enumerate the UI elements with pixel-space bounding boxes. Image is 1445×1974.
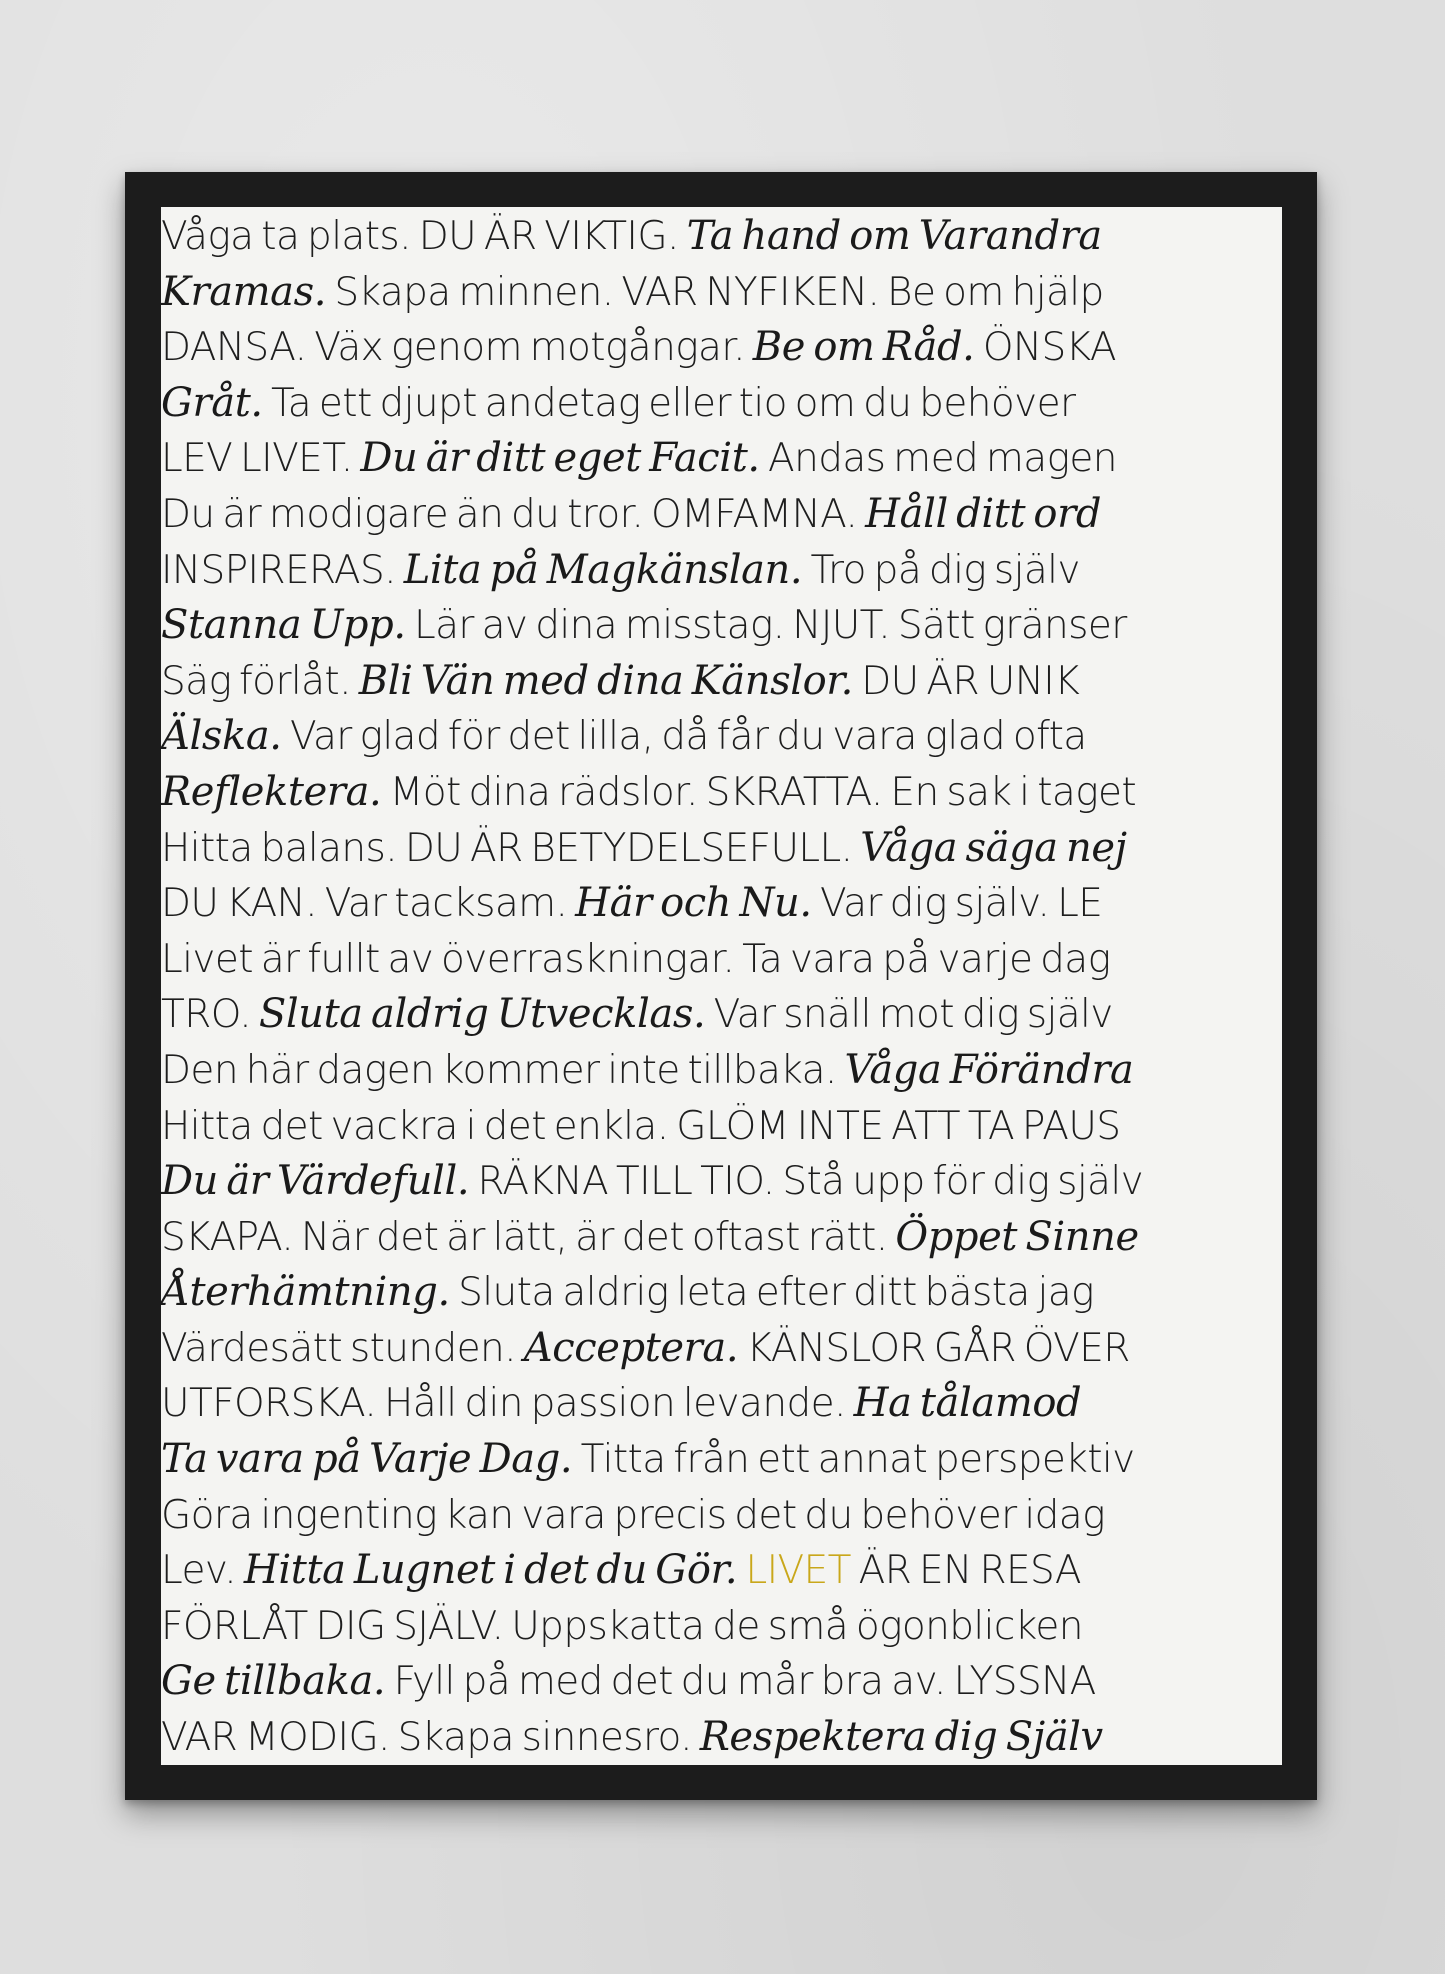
- poster-line: [161, 1376, 1282, 1432]
- printed-phrase: Livet är fullt av överraskningar. Ta vara på varje dag: [161, 936, 1111, 982]
- printed-phrase: DU KAN. Var tacksam.: [161, 881, 576, 927]
- printed-phrase: Var dig själv. LE: [820, 881, 1103, 927]
- printed-phrase: ÄR EN RESA: [850, 1548, 1081, 1594]
- poster-line: [161, 932, 1282, 988]
- printed-phrase: UTFORSKA. Håll din passion levande.: [161, 1381, 854, 1427]
- handwritten-phrase: Reflektera.: [161, 768, 390, 815]
- poster-line: [161, 1154, 1282, 1210]
- poster-line: [161, 265, 1282, 321]
- poster-line: [161, 1654, 1282, 1710]
- picture-frame: [125, 172, 1317, 1800]
- handwritten-phrase: Våga säga nej: [860, 824, 1127, 871]
- poster-line: [161, 1710, 1282, 1765]
- handwritten-phrase: Hitta Lugnet i det du Gör.: [243, 1547, 746, 1594]
- printed-phrase: RÄKNA TILL TIO. Stå upp för dig själv: [477, 1159, 1144, 1205]
- printed-phrase: Möt dina rädslor. SKRATTA. En sak i taget: [389, 769, 1137, 815]
- printed-phrase: Hitta det vackra i det enkla. GLÖM INTE ATT TA PAUS: [161, 1103, 1121, 1149]
- poster-line: [161, 987, 1282, 1043]
- poster-line: [161, 1543, 1282, 1599]
- poster-line: [161, 876, 1282, 932]
- handwritten-phrase: Lita på Magkänslan.: [403, 546, 811, 593]
- printed-phrase: Göra ingenting kan vara precis det du behöver idag: [161, 1492, 1105, 1538]
- printed-phrase: INSPIRERAS.: [161, 547, 404, 593]
- poster-line: [161, 209, 1282, 265]
- printed-phrase: VAR MODIG. Skapa sinnesro.: [161, 1715, 700, 1761]
- printed-phrase: TRO.: [161, 992, 259, 1038]
- printed-phrase: FÖRLÅT DIG SJÄLV. Uppskatta de små ögonblicken: [161, 1603, 1083, 1649]
- printed-phrase: Den här dagen kommer inte tillbaka.: [161, 1047, 845, 1093]
- handwritten-phrase: Ta vara på Varje Dag.: [161, 1436, 581, 1483]
- printed-phrase: Andas med magen: [768, 436, 1117, 482]
- printed-phrase: Du är modigare än du tror. OMFAMNA.: [161, 491, 866, 537]
- printed-phrase: Ta ett djupt andetag eller tio om du behöver: [271, 380, 1076, 426]
- handwritten-phrase: Ha tålamod: [853, 1380, 1082, 1427]
- handwritten-phrase: Du är ditt eget Facit.: [360, 435, 769, 482]
- handwritten-phrase: Sluta aldrig Utvecklas.: [258, 991, 714, 1038]
- poster-line: [161, 598, 1282, 654]
- handwritten-phrase: Älska.: [161, 713, 290, 760]
- printed-phrase: Lär av dina misstag. NJUT. Sätt gränser: [413, 603, 1127, 649]
- printed-phrase: Var glad för det lilla, då får du vara glad ofta: [289, 714, 1087, 760]
- handwritten-phrase: Ta hand om Varandra: [686, 213, 1102, 259]
- printed-phrase: Var snäll mot dig själv: [713, 992, 1113, 1038]
- poster-line: [161, 487, 1282, 543]
- poster-line: [161, 543, 1282, 599]
- handwritten-phrase: Öppet Sinne: [895, 1213, 1139, 1260]
- poster-line: [161, 1265, 1282, 1321]
- handwritten-phrase: Respektera dig Själv: [699, 1714, 1103, 1761]
- poster-line: [161, 654, 1282, 710]
- poster-line: [161, 320, 1282, 376]
- poster-line: [161, 1432, 1282, 1488]
- poster-text-block: [161, 209, 1282, 1765]
- handwritten-phrase: Du är Värdefull.: [161, 1158, 478, 1205]
- handwritten-phrase: Acceptera.: [523, 1324, 747, 1371]
- printed-phrase: DU ÄR UNIK: [861, 658, 1080, 704]
- poster-line: [161, 821, 1282, 877]
- poster-line: [161, 1043, 1282, 1099]
- printed-phrase: Sluta aldrig leta efter ditt bästa jag: [458, 1270, 1094, 1316]
- printed-phrase: SKAPA. När det är lätt, är det oftast rätt.: [161, 1214, 896, 1260]
- poster-line: [161, 1488, 1282, 1544]
- printed-phrase: Titta från ett annat perspektiv: [580, 1437, 1135, 1483]
- printed-phrase: KÄNSLOR GÅR ÖVER: [746, 1325, 1130, 1371]
- handwritten-phrase: Stanna Upp.: [161, 602, 414, 649]
- printed-phrase: LEV LIVET.: [161, 436, 361, 482]
- handwritten-phrase: Här och Nu.: [575, 880, 821, 927]
- printed-phrase: DANSA. Väx genom motgångar.: [161, 325, 753, 371]
- handwritten-phrase: Återhämtning.: [161, 1269, 459, 1316]
- printed-phrase: Lev.: [161, 1548, 244, 1594]
- printed-phrase: Hitta balans. DU ÄR BETYDELSEFULL.: [161, 825, 861, 871]
- poster-line: [161, 709, 1282, 765]
- handwritten-phrase: Bli Vän med dina Känslor.: [358, 657, 862, 704]
- handwritten-phrase: Håll ditt ord: [865, 490, 1102, 537]
- handwritten-phrase: Ge tillbaka.: [161, 1658, 394, 1705]
- printed-phrase: ÖNSKA: [982, 325, 1117, 371]
- handwritten-phrase: Gråt.: [161, 379, 272, 426]
- poster-print: [161, 207, 1282, 1765]
- poster-line: [161, 1210, 1282, 1266]
- handwritten-phrase: Be om Råd.: [752, 324, 983, 371]
- handwritten-phrase: Kramas.: [161, 268, 335, 315]
- printed-phrase: Våga ta plats. DU ÄR VIKTIG.: [161, 214, 687, 259]
- poster-line: [161, 765, 1282, 821]
- printed-phrase: Säg förlåt.: [161, 658, 359, 704]
- poster-line: [161, 1099, 1282, 1155]
- printed-phrase: Värdesätt stunden.: [161, 1325, 524, 1371]
- printed-phrase: Skapa minnen. VAR NYFIKEN. Be om hjälp: [334, 269, 1104, 315]
- poster-line: [161, 1321, 1282, 1377]
- poster-line: [161, 1599, 1282, 1655]
- handwritten-phrase: Våga Förändra: [844, 1046, 1134, 1093]
- printed-phrase: Tro på dig själv: [810, 547, 1080, 593]
- accent-word: LIVET: [745, 1548, 851, 1594]
- printed-phrase: Fyll på med det du mår bra av. LYSSNA: [393, 1659, 1096, 1705]
- poster-line: [161, 431, 1282, 487]
- poster-line: [161, 376, 1282, 432]
